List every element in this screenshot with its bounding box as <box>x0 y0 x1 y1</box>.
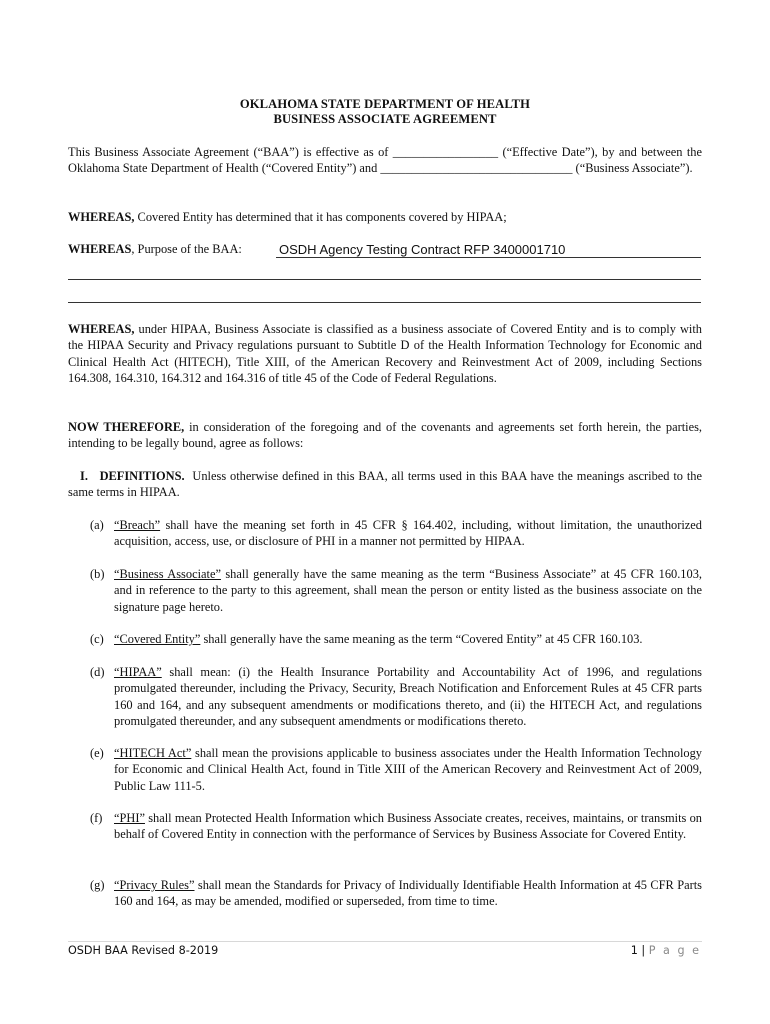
purpose-field[interactable]: OSDH Agency Testing Contract RFP 3400001710 <box>276 241 701 258</box>
footer-separator: | <box>641 944 646 957</box>
definition-text: shall have the meaning set forth in 45 CFR § 164.402, including, without limitation, the unauthorized acquisition, access, use, or disclosure of PHI in a manner not permitted by HIPAA. <box>114 518 702 549</box>
definition-text: shall mean: (i) the Health Insurance Portability and Accountability Act of 1996, and regulations promulgated thereunder, including the Privacy, Security, Breach Notification and Enforcement Rules at 45 CFR parts 160 and 164, and any subsequent amendments or modifications thereto, and (ii) the HITECH Act, and regulations promulgated thereunder, and any subsequent amendments or modifications thereto. <box>114 665 702 729</box>
definition-hipaa <box>90 664 702 730</box>
now-therefore-lead: NOW THEREFORE, <box>68 420 185 434</box>
definition-phi <box>90 810 702 843</box>
section-number: I. <box>80 469 88 483</box>
footer-revision: OSDH BAA Revised 8-2019 <box>68 944 219 957</box>
definition-label: (g) <box>90 878 105 892</box>
section-heading: DEFINITIONS. <box>99 469 185 483</box>
intro-paragraph: This Business Associate Agreement (“BAA”) is effective as of _________________ (“Effective Date”), by and between the Oklahoma State Department of Health (“Covered Entity”) and _______________________________ (“Business Associate”). <box>68 145 702 176</box>
definition-text: shall mean the provisions applicable to business associates under the Health Information Technology for Economic and Clinical Health Act, found in Title XIII of the American Recovery and Reinvestment Act of 2009, Public Law 111-5. <box>114 746 703 793</box>
purpose-field-line-3[interactable] <box>68 302 701 303</box>
definition-business-associate <box>90 566 702 615</box>
definition-label: (b) <box>90 567 105 581</box>
definition-covered-entity <box>90 631 702 647</box>
definition-label: (c) <box>90 632 104 646</box>
definition-term: “Business Associate” <box>114 567 221 581</box>
definition-breach <box>90 517 702 550</box>
whereas-components-paragraph <box>68 209 702 225</box>
whereas-hipaa-paragraph <box>68 321 702 387</box>
footer-divider <box>68 941 702 942</box>
definition-term: “Covered Entity” <box>114 632 201 646</box>
page-number: 1 <box>630 944 638 957</box>
purpose-label: , Purpose of the BAA: <box>131 242 242 256</box>
definition-privacy-rules <box>90 877 702 910</box>
section-definitions <box>68 468 702 501</box>
whereas-text: Covered Entity has determined that it has components covered by HIPAA; <box>134 210 507 224</box>
whereas-lead: WHEREAS, <box>68 322 135 336</box>
section-text: Unless otherwise defined in this BAA, all terms used in this BAA have the meanings ascribed to the same terms in HIPAA. <box>68 469 702 500</box>
now-therefore-text: in consideration of the foregoing and of the covenants and agreements set forth herein, the parties, intending to be legally bound, agree as follows: <box>68 420 702 451</box>
definition-text: shall mean Protected Health Information which Business Associate creates, receives, maintains, or transmits on behalf of Covered Entity in connection with the performance of Services by Business Associate for Covered Entity. <box>114 811 702 842</box>
whereas-purpose-label <box>68 241 278 257</box>
definition-label: (d) <box>90 665 105 679</box>
definition-label: (a) <box>90 518 104 532</box>
whereas-lead: WHEREAS <box>68 242 132 256</box>
definition-term: “Breach” <box>114 518 161 532</box>
title-line-1: OKLAHOMA STATE DEPARTMENT OF HEALTH <box>239 97 531 111</box>
page-word: P a g e <box>648 944 701 957</box>
whereas-text: under HIPAA, Business Associate is classified as a business associate of Covered Entity and is to comply with the HIPAA Security and Privacy regulations pursuant to Subtitle D of the Health Information Technology for Economic and Clinical Health Act (HITECH), Title XIII, of the American Recovery and Reinvestment Act of 2009, including Sections 164.308, 164.310, 164.312 and 164.316 of title 45 of the Code of Federal Regulations. <box>68 322 702 386</box>
definition-text: shall mean the Standards for Privacy of Individually Identifiable Health Information at 45 CFR Parts 160 and 164, as may be amended, modified or superseded, from time to time. <box>114 878 703 909</box>
definition-text: shall generally have the same meaning as the term “Business Associate” at 45 CFR 160.103, and in reference to the party to this agreement, shall mean the person or entity listed as the business associate on the signature page hereto. <box>114 567 702 614</box>
now-therefore-paragraph <box>68 419 702 452</box>
purpose-field-line-2[interactable] <box>68 279 701 280</box>
definition-term: “HIPAA” <box>114 665 162 679</box>
whereas-lead: WHEREAS, <box>68 210 135 224</box>
definition-term: “Privacy Rules” <box>114 878 195 892</box>
footer-page-indicator <box>631 944 701 957</box>
definition-hitech-act <box>90 745 702 794</box>
definition-label: (e) <box>90 746 104 760</box>
title-line-2: BUSINESS ASSOCIATE AGREEMENT <box>273 112 497 126</box>
definition-term: “HITECH Act” <box>114 746 192 760</box>
definition-term: “PHI” <box>114 811 145 825</box>
definition-text: shall generally have the same meaning as the term “Covered Entity” at 45 CFR 160.103. <box>200 632 643 646</box>
definition-label: (f) <box>90 811 103 825</box>
